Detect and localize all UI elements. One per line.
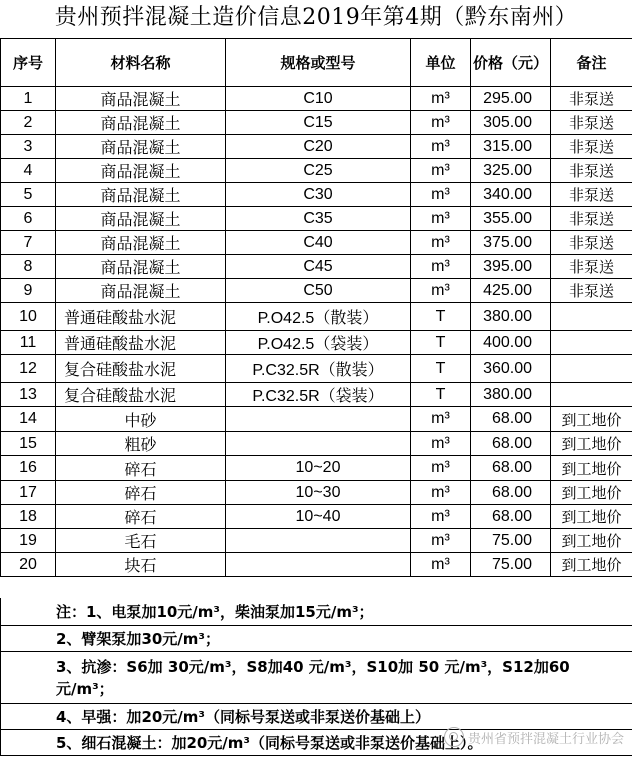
row-no: 16 <box>1 456 56 481</box>
row-spec: C25 <box>226 159 411 183</box>
table-row <box>1 255 632 279</box>
note-line-3: 3、抗渗：S6加 30元/m³，S8加40 元/m³，S10加 50 元/m³，S12加60 元/m³； <box>1 652 632 704</box>
row-unit: m³ <box>411 407 471 432</box>
watermark-text: 贵州省预拌混凝土行业协会 <box>467 731 624 747</box>
table-row <box>1 383 632 407</box>
row-spec: C35 <box>226 207 411 231</box>
row-unit: m³ <box>411 87 471 111</box>
row-remark: 非泵送 <box>551 87 632 111</box>
row-price: 68.00 <box>471 407 551 432</box>
table-row <box>1 111 632 135</box>
row-price: 305.00 <box>471 111 551 135</box>
row-no: 10 <box>1 303 56 331</box>
row-spec: C10 <box>226 87 411 111</box>
row-no: 19 <box>1 529 56 553</box>
row-price: 355.00 <box>471 207 551 231</box>
row-price: 295.00 <box>471 87 551 111</box>
table-row <box>1 279 632 303</box>
row-price: 75.00 <box>471 529 551 553</box>
table-row <box>1 529 632 553</box>
row-material: 商品混凝土 <box>56 111 226 135</box>
row-spec: 10~40 <box>226 505 411 529</box>
row-price: 340.00 <box>471 183 551 207</box>
row-no: 13 <box>1 383 56 407</box>
watermark <box>444 727 624 747</box>
table-row <box>1 231 632 255</box>
row-remark: 非泵送 <box>551 159 632 183</box>
row-spec: C30 <box>226 183 411 207</box>
row-unit: m³ <box>411 481 471 505</box>
row-unit: T <box>411 331 471 355</box>
row-spec <box>226 529 411 553</box>
row-price: 400.00 <box>471 331 551 355</box>
table-row <box>1 432 632 456</box>
row-no: 14 <box>1 407 56 432</box>
table-row <box>1 331 632 355</box>
row-material: 碎石 <box>56 481 226 505</box>
row-remark: 非泵送 <box>551 279 632 303</box>
note-line-4: 4、早强：加20元/m³（同标号泵送或非泵送价基础上） <box>1 704 632 730</box>
row-unit: m³ <box>411 111 471 135</box>
row-remark: 非泵送 <box>551 231 632 255</box>
header-price: 价格（元） <box>471 39 551 87</box>
table-row <box>1 159 632 183</box>
row-remark <box>551 383 632 407</box>
row-price: 380.00 <box>471 303 551 331</box>
row-price: 380.00 <box>471 383 551 407</box>
row-price: 325.00 <box>471 159 551 183</box>
row-material: 商品混凝土 <box>56 207 226 231</box>
table-row <box>1 87 632 111</box>
row-material: 普通硅酸盐水泥 <box>56 331 226 355</box>
header-spec: 规格或型号 <box>226 39 411 87</box>
row-unit: m³ <box>411 255 471 279</box>
row-price: 395.00 <box>471 255 551 279</box>
row-material: 商品混凝土 <box>56 279 226 303</box>
table-row <box>1 355 632 383</box>
table-body <box>1 87 632 577</box>
row-spec: C50 <box>226 279 411 303</box>
row-unit: T <box>411 383 471 407</box>
row-remark: 非泵送 <box>551 207 632 231</box>
row-remark <box>551 303 632 331</box>
table-row <box>1 303 632 331</box>
row-unit: m³ <box>411 159 471 183</box>
row-unit: m³ <box>411 207 471 231</box>
header-material: 材料名称 <box>56 39 226 87</box>
row-unit: m³ <box>411 505 471 529</box>
row-unit: m³ <box>411 432 471 456</box>
note-line-1: 注：1、电泵加10元/m³，柴油泵加15元/m³； <box>1 598 632 626</box>
row-spec: C20 <box>226 135 411 159</box>
row-material: 粗砂 <box>56 432 226 456</box>
row-no: 12 <box>1 355 56 383</box>
row-no: 8 <box>1 255 56 279</box>
row-remark: 到工地价 <box>551 553 632 577</box>
row-material: 商品混凝土 <box>56 231 226 255</box>
row-material: 商品混凝土 <box>56 87 226 111</box>
row-no: 2 <box>1 111 56 135</box>
row-unit: T <box>411 355 471 383</box>
table-header-row <box>1 39 632 87</box>
row-unit: m³ <box>411 456 471 481</box>
row-price: 68.00 <box>471 456 551 481</box>
row-material: 毛石 <box>56 529 226 553</box>
row-spec: P.C32.5R（袋装） <box>226 383 411 407</box>
row-material: 中砂 <box>56 407 226 432</box>
price-table <box>0 38 632 577</box>
row-unit: m³ <box>411 279 471 303</box>
row-spec: 10~30 <box>226 481 411 505</box>
row-spec: P.O42.5（袋装） <box>226 331 411 355</box>
header-unit: 单位 <box>411 39 471 87</box>
row-unit: m³ <box>411 183 471 207</box>
row-remark: 非泵送 <box>551 111 632 135</box>
table-row <box>1 456 632 481</box>
row-price: 425.00 <box>471 279 551 303</box>
row-price: 68.00 <box>471 481 551 505</box>
row-remark: 到工地价 <box>551 529 632 553</box>
row-material: 复合硅酸盐水泥 <box>56 383 226 407</box>
header-no: 序号 <box>1 39 56 87</box>
row-unit: T <box>411 303 471 331</box>
row-no: 20 <box>1 553 56 577</box>
row-material: 块石 <box>56 553 226 577</box>
table-row <box>1 207 632 231</box>
table-row <box>1 505 632 529</box>
row-no: 5 <box>1 183 56 207</box>
row-price: 68.00 <box>471 432 551 456</box>
row-spec <box>226 407 411 432</box>
row-remark: 到工地价 <box>551 456 632 481</box>
row-spec: C45 <box>226 255 411 279</box>
document-title: 贵州预拌混凝土造价信息2019年第4期（黔东南州） <box>0 0 632 39</box>
row-no: 18 <box>1 505 56 529</box>
row-remark <box>551 355 632 383</box>
row-material: 碎石 <box>56 456 226 481</box>
row-remark: 到工地价 <box>551 407 632 432</box>
row-material: 碎石 <box>56 505 226 529</box>
row-price: 360.00 <box>471 355 551 383</box>
row-material: 商品混凝土 <box>56 159 226 183</box>
row-no: 1 <box>1 87 56 111</box>
row-material: 复合硅酸盐水泥 <box>56 355 226 383</box>
row-material: 商品混凝土 <box>56 135 226 159</box>
header-remark: 备注 <box>551 39 632 87</box>
row-spec: P.C32.5R（散装） <box>226 355 411 383</box>
row-no: 4 <box>1 159 56 183</box>
row-remark <box>551 331 632 355</box>
row-no: 6 <box>1 207 56 231</box>
row-no: 7 <box>1 231 56 255</box>
table-row <box>1 481 632 505</box>
row-spec: P.O42.5（散装） <box>226 303 411 331</box>
row-remark: 到工地价 <box>551 481 632 505</box>
row-unit: m³ <box>411 231 471 255</box>
row-unit: m³ <box>411 529 471 553</box>
row-price: 375.00 <box>471 231 551 255</box>
row-no: 11 <box>1 331 56 355</box>
note-line-5: 5、细石混凝土：加20元/m³（同标号泵送或非泵送价基础上）。 <box>1 730 632 756</box>
row-no: 9 <box>1 279 56 303</box>
row-spec <box>226 553 411 577</box>
row-material: 商品混凝土 <box>56 255 226 279</box>
row-unit: m³ <box>411 553 471 577</box>
table-row <box>1 135 632 159</box>
association-logo-icon <box>444 727 464 747</box>
row-price: 68.00 <box>471 505 551 529</box>
row-spec: C15 <box>226 111 411 135</box>
row-spec: 10~20 <box>226 456 411 481</box>
row-remark: 到工地价 <box>551 505 632 529</box>
row-no: 15 <box>1 432 56 456</box>
note-line-2: 2、臂架泵加30元/m³； <box>1 626 632 652</box>
row-spec <box>226 432 411 456</box>
row-material: 商品混凝土 <box>56 183 226 207</box>
row-no: 17 <box>1 481 56 505</box>
table-row <box>1 553 632 577</box>
row-remark: 非泵送 <box>551 183 632 207</box>
row-price: 315.00 <box>471 135 551 159</box>
row-price: 75.00 <box>471 553 551 577</box>
row-unit: m³ <box>411 135 471 159</box>
row-no: 3 <box>1 135 56 159</box>
row-remark: 到工地价 <box>551 432 632 456</box>
table-row <box>1 407 632 432</box>
row-material: 普通硅酸盐水泥 <box>56 303 226 331</box>
row-remark: 非泵送 <box>551 135 632 159</box>
table-row <box>1 183 632 207</box>
row-spec: C40 <box>226 231 411 255</box>
row-remark: 非泵送 <box>551 255 632 279</box>
